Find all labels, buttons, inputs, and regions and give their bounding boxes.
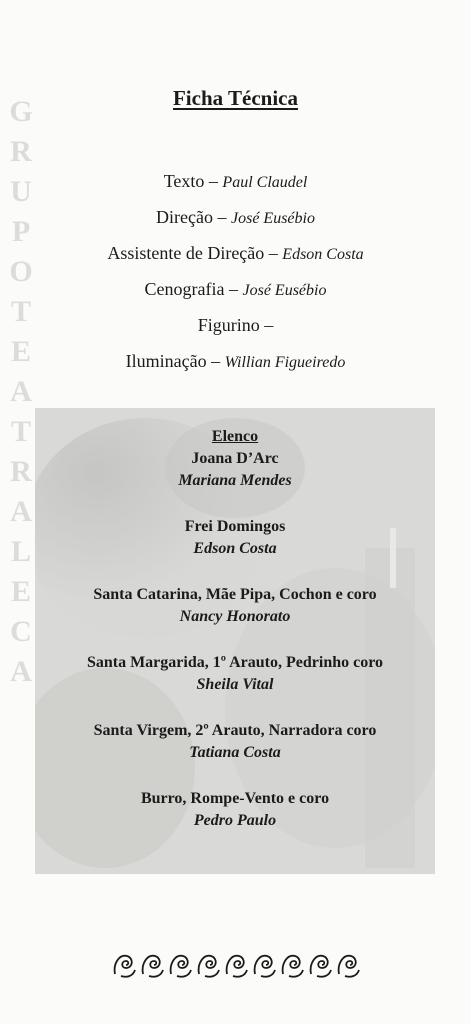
watermark-letter: R	[10, 135, 32, 168]
credit-name: Edson Costa	[282, 246, 364, 263]
watermark-letter: U	[10, 175, 32, 208]
watermark-letter: T	[10, 415, 31, 448]
credit-role: Assistente de Direção	[107, 243, 265, 263]
cast-role: Santa Virgem, 2º Arauto, Narradora coro	[93, 722, 377, 739]
cast-heading: Elenco	[211, 428, 259, 445]
watermark-letter: A	[10, 655, 32, 688]
cast-panel	[35, 408, 435, 874]
technical-credits	[0, 166, 471, 382]
credit-name: Paul Claudel	[222, 174, 308, 191]
swirl-ornament-icon	[251, 950, 277, 980]
credit-name: José Eusébio	[242, 282, 327, 299]
credit-row	[0, 346, 471, 382]
cast-entry	[35, 516, 435, 560]
watermark-letter: R	[10, 455, 32, 488]
credit-name: José Eusébio	[230, 210, 315, 227]
swirl-ornament-icon	[111, 950, 137, 980]
credit-row	[0, 202, 471, 238]
watermark-letter: P	[11, 215, 31, 248]
decorative-ornament-border	[0, 950, 471, 980]
page-title: Ficha Técnica	[172, 86, 298, 110]
cast-role: Santa Catarina, Mãe Pipa, Cochon e coro	[93, 586, 377, 603]
swirl-ornament-icon	[195, 950, 221, 980]
credit-role: Texto	[163, 171, 205, 191]
cast-role: Santa Margarida, 1º Arauto, Pedrinho coro	[86, 654, 384, 671]
watermark-letter: O	[9, 255, 33, 288]
credit-separator: –	[211, 351, 221, 371]
credit-separator: –	[268, 243, 278, 263]
swirl-ornament-icon	[139, 950, 165, 980]
credit-row	[0, 310, 471, 346]
credit-role: Cenografia	[144, 279, 225, 299]
credit-row	[0, 166, 471, 202]
credit-role: Direção	[156, 207, 213, 227]
watermark-letter: E	[10, 575, 31, 608]
cast-role: Burro, Rompe-Vento e coro	[140, 790, 330, 807]
cast-actor: Sheila Vital	[196, 676, 274, 693]
cast-actor: Mariana Mendes	[178, 472, 292, 489]
watermark-letter: T	[10, 295, 31, 328]
watermark-letter: A	[10, 495, 32, 528]
watermark-letter: G	[9, 95, 33, 128]
cast-entry	[35, 584, 435, 628]
swirl-ornament-icon	[167, 950, 193, 980]
cast-actor: Pedro Paulo	[193, 812, 277, 829]
cast-role: Joana D’Arc	[191, 450, 279, 467]
swirl-ornament-icon	[223, 950, 249, 980]
credit-separator: –	[228, 279, 238, 299]
cast-entry	[35, 788, 435, 832]
swirl-ornament-icon	[279, 950, 305, 980]
swirl-ornament-icon	[307, 950, 333, 980]
cast-actor: Edson Costa	[193, 540, 277, 557]
cast-actor: Tatiana Costa	[189, 744, 281, 761]
credit-name: Willian Figueiredo	[224, 354, 346, 371]
watermark-letter: L	[10, 535, 31, 568]
watermark-letter: E	[10, 335, 31, 368]
cast-entry	[35, 448, 435, 492]
watermark-letter: A	[10, 375, 32, 408]
cast-list	[35, 426, 435, 856]
credit-row	[0, 274, 471, 310]
cast-actor: Nancy Honorato	[179, 608, 291, 625]
cast-role: Frei Domingos	[184, 518, 286, 535]
cast-entry	[35, 720, 435, 764]
credit-row	[0, 238, 471, 274]
credit-role: Figurino	[197, 315, 260, 335]
credit-separator: –	[217, 207, 227, 227]
watermark-letter: C	[10, 615, 32, 648]
cast-entry	[35, 652, 435, 696]
credit-role: Iluminação	[125, 351, 207, 371]
swirl-ornament-icon	[335, 950, 361, 980]
credit-separator: –	[264, 315, 274, 335]
credit-separator: –	[208, 171, 218, 191]
